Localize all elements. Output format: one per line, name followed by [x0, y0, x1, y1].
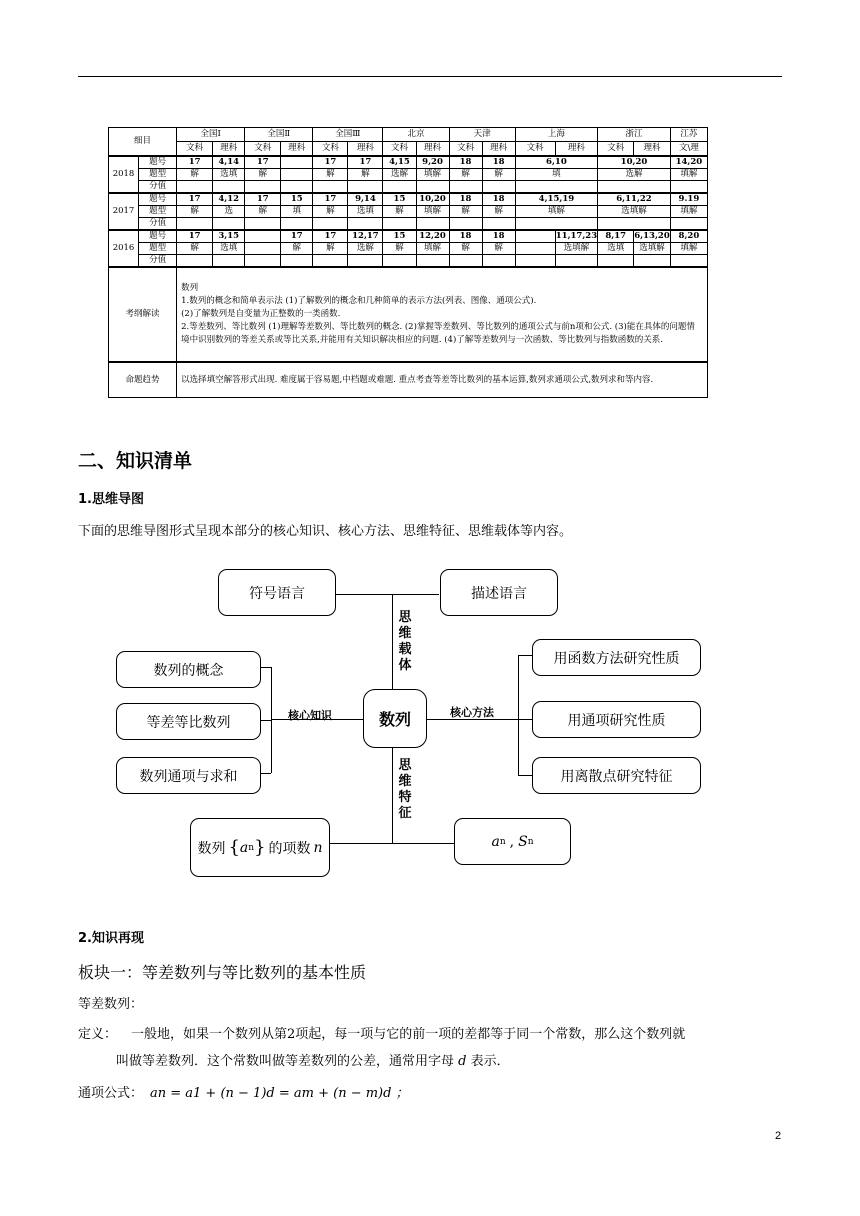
- table-cell: 17: [313, 156, 348, 169]
- th-region: 天津: [449, 128, 515, 142]
- table-cell: 4,14: [213, 156, 245, 169]
- table-cell: [245, 230, 281, 243]
- connector: [271, 667, 272, 773]
- table-cell: 18: [449, 230, 482, 243]
- th-region: 浙江: [598, 128, 671, 142]
- th-region: 上海: [515, 128, 598, 142]
- table-cell: 选解: [348, 243, 383, 255]
- table-cell: 解: [449, 206, 482, 218]
- an-symbol: a: [491, 833, 500, 850]
- node-left-item: 数列通项与求和: [116, 757, 261, 794]
- table-cell: 解: [177, 169, 213, 181]
- table-cell: 17: [313, 230, 348, 243]
- th-track: 理科: [634, 142, 671, 157]
- table-cell: 解: [449, 243, 482, 255]
- table-cell: 15: [281, 193, 313, 206]
- table-cell: 15: [383, 230, 416, 243]
- table-cell: 4,12: [213, 193, 245, 206]
- connector: [335, 594, 439, 595]
- table-cell: 3,15: [213, 230, 245, 243]
- table-cell: 填解: [670, 169, 707, 181]
- table-cell: 17: [177, 230, 213, 243]
- table-cell: 填解: [416, 206, 449, 218]
- th-region: 全国Ⅰ: [177, 128, 245, 142]
- subsection-knowledge: 2.知识再现: [78, 931, 144, 946]
- table-cell: 6,13,20: [634, 231, 670, 242]
- sn-symbol: S: [518, 833, 528, 850]
- sn-subscript: n: [527, 836, 534, 847]
- table-cell: 填解: [416, 169, 449, 181]
- label-core-knowledge: 核心知识: [288, 709, 332, 722]
- table-cell: 填: [515, 169, 598, 181]
- mtqs-label: 命题趋势: [109, 362, 177, 398]
- table-cell: 填解: [670, 206, 707, 218]
- table-cell: 解: [177, 243, 213, 255]
- row-label: 题型: [139, 206, 177, 218]
- table-cell: 填解: [670, 243, 707, 255]
- row-label: 分值: [139, 181, 177, 194]
- table-cell: [245, 243, 281, 255]
- connector: [392, 748, 393, 843]
- header-rule: [78, 76, 782, 77]
- table-cell: 12,20: [416, 230, 449, 243]
- th-track: 理科: [281, 142, 313, 157]
- table-cell: 8,20: [670, 230, 707, 243]
- connector: [261, 667, 271, 668]
- table-cell: 选填解: [555, 243, 597, 255]
- connector: [518, 719, 532, 720]
- row-label: 题号: [139, 156, 177, 169]
- node-left-item: 数列的概念: [116, 651, 261, 688]
- table-cell: 18: [449, 193, 482, 206]
- table-cell: 18: [482, 193, 515, 206]
- table-cell: 选填解: [634, 243, 671, 255]
- table-cell: 解: [449, 169, 482, 181]
- table-cell: 15: [383, 193, 416, 206]
- subsection-mindmap: 1.思维导图: [78, 492, 144, 507]
- def-label: 定义：: [78, 1027, 118, 1042]
- table-cell: 17: [313, 193, 348, 206]
- table-cell: 填解: [416, 243, 449, 255]
- row-label: 题型: [139, 169, 177, 181]
- th-track: 理科: [555, 142, 597, 157]
- table-cell: 6,10: [515, 156, 598, 169]
- table-cell: 解: [482, 243, 515, 255]
- table-cell: 解: [313, 206, 348, 218]
- node-symbol-language: 符号语言: [218, 569, 336, 616]
- kgjd-line: 1.数列的概念和简单表示法 (1)了解数列的概念和几种简单的表示方法(列表、图像、通项公式).: [181, 296, 537, 306]
- formula: an = a1 + (n − 1)d = am + (n − m)d ；: [150, 1086, 409, 1101]
- table-cell: 选填: [598, 243, 634, 255]
- kgjd-line: (2)了解数列是自变量为正整数的一类函数.: [181, 309, 341, 319]
- block-title: 板块一：等差数列与等比数列的基本性质: [78, 963, 367, 982]
- seq-symbol: a: [239, 839, 249, 856]
- year-cell: 2018: [109, 156, 139, 193]
- table-cell: 17: [245, 193, 281, 206]
- connector: [392, 594, 393, 689]
- table-cell: 选解: [598, 169, 671, 181]
- th-track: 文科: [449, 142, 482, 157]
- th-track: 理科: [348, 142, 383, 157]
- table-cell: 9.19: [670, 193, 707, 206]
- table-cell: 解: [245, 206, 281, 218]
- def-text: 表示．: [470, 1054, 510, 1069]
- table-cell: 解: [482, 169, 515, 181]
- th-track: 理科: [482, 142, 515, 157]
- node-right-item: 用函数方法研究性质: [532, 639, 701, 676]
- table-cell: 4,15,19: [515, 193, 598, 206]
- table-cell: 12,17: [348, 230, 383, 243]
- label-core-method: 核心方法: [450, 706, 494, 719]
- connector: [261, 720, 271, 721]
- table-cell: 18: [449, 156, 482, 169]
- th-track: 文科: [598, 142, 634, 157]
- node-right-item: 用离散点研究特征: [532, 757, 701, 794]
- table-cell: 10,20: [416, 193, 449, 206]
- table-cell: 17: [245, 156, 281, 169]
- connector: [261, 773, 271, 774]
- exam-table: [108, 127, 708, 398]
- row-label: 题型: [139, 243, 177, 255]
- th-track: 文科: [515, 142, 555, 157]
- node-right-item: 用通项研究性质: [532, 701, 701, 738]
- table-cell: 解: [313, 243, 348, 255]
- term-text: 数列: [197, 840, 226, 857]
- mtqs-content: 以选择填空解答形式出现. 难度属于容易题,中档题或难题. 重点考查等差等比数列的基本运算,数列求通项公式,数列求和等内容.: [177, 362, 708, 398]
- th-track: 文科: [383, 142, 416, 157]
- th-track: 理科: [213, 142, 245, 157]
- connector: [330, 843, 454, 844]
- th-track: 文科: [245, 142, 281, 157]
- def-line: 一般地，如果一个数列从第2项起，每一项与它的前一项的差都等于同一个常数，那么这个数列就: [131, 1027, 686, 1042]
- table-cell: 解: [383, 206, 416, 218]
- an-subscript: n: [499, 836, 506, 847]
- row-label: 题号: [139, 193, 177, 206]
- node-an-sn: a n , S n: [454, 818, 571, 865]
- table-cell: 18: [482, 156, 515, 169]
- kgjd-line: 2.等差数列、等比数列 (1)理解等差数列、等比数列的概念. (2)掌握等差数列、等比数列的通项公式与前n项和公式. (3)能在具体的问题情境中识别数列的等差关系或等比关系,并能用有关知识解决相应的问题. (4)了解等差数列与一次函数、等比数列与指数函数的关系.: [181, 322, 695, 345]
- table-cell: 解: [281, 243, 313, 255]
- connector: [518, 655, 519, 775]
- def-line: [116, 1050, 510, 1069]
- connector: [518, 655, 532, 656]
- table-cell: 10,20: [598, 156, 671, 169]
- formula-label: 通项公式：: [78, 1086, 144, 1101]
- th-region: 全国Ⅲ: [313, 128, 383, 142]
- table-cell: [515, 230, 555, 243]
- th-region: 江苏: [670, 128, 707, 142]
- table-cell: 选填解: [598, 206, 671, 218]
- kgjd-line: 数列: [181, 283, 199, 293]
- table-cell: 9,20: [416, 156, 449, 169]
- table-cell: 填解: [515, 206, 598, 218]
- label-thinking-carrier: 思维载体: [398, 610, 412, 673]
- table-cell: 18: [482, 230, 515, 243]
- seq-subscript: n: [248, 842, 255, 853]
- table-cell: 解: [383, 243, 416, 255]
- page-number: 2: [775, 1130, 782, 1142]
- table-cell: 解: [482, 206, 515, 218]
- table-cell: 11,17,23: [555, 231, 598, 242]
- table-cell: 14,20: [670, 156, 707, 169]
- table-cell: 17: [177, 193, 213, 206]
- node-description-language: 描述语言: [440, 569, 558, 616]
- table-cell: 选填: [213, 169, 245, 181]
- table-cell: 8,17: [598, 230, 634, 243]
- th-track: 理科: [416, 142, 449, 157]
- th-track: 文科: [177, 142, 213, 157]
- table-cell: 9,14: [348, 193, 383, 206]
- table-cell: [281, 156, 313, 169]
- row-label: 分值: [139, 255, 177, 268]
- brace-icon: {: [228, 837, 240, 858]
- n-symbol: n: [313, 839, 323, 856]
- year-cell: 2017: [109, 193, 139, 230]
- th-region: 北京: [383, 128, 449, 142]
- table-cell: 选解: [383, 169, 416, 181]
- term-text: 的项数: [268, 840, 311, 857]
- table-cell: 解: [177, 206, 213, 218]
- table-cell: 选填: [213, 243, 245, 255]
- th-track: 文科: [313, 142, 348, 157]
- th-track: 文\理: [670, 142, 707, 157]
- table-cell: 6,11,22: [598, 193, 671, 206]
- table-cell: 17: [177, 156, 213, 169]
- row-label: 题号: [139, 230, 177, 243]
- table-cell: 解: [245, 169, 281, 181]
- node-left-item: 等差等比数列: [116, 703, 261, 740]
- table-cell: 4,15: [383, 156, 416, 169]
- table-cell: 解: [313, 169, 348, 181]
- table-cell: 选: [213, 206, 245, 218]
- intro-text: 下面的思维导图形式呈现本部分的核心知识、核心方法、思维特征、思维载体等内容。: [78, 524, 573, 539]
- node-term-count: [190, 818, 330, 877]
- node-center: 数列: [363, 689, 427, 748]
- row-label: 分值: [139, 218, 177, 231]
- table-cell: 17: [281, 230, 313, 243]
- kgjd-label: 考纲解读: [109, 267, 177, 362]
- label-thinking-feature: 思维特征: [398, 758, 412, 821]
- arith-heading: 等差数列：: [78, 997, 144, 1012]
- def-text: 叫做等差数列．这个常数叫做等差数列的公差，通常用字母: [116, 1054, 455, 1069]
- table-cell: 选填: [348, 206, 383, 218]
- connector: [518, 775, 532, 776]
- th-region: 全国Ⅱ: [245, 128, 313, 142]
- section-title: 二、知识清单: [78, 450, 193, 472]
- year-cell: 2016: [109, 230, 139, 267]
- table-cell: [515, 243, 555, 255]
- kgjd-content: [177, 267, 708, 362]
- brace-icon: }: [254, 837, 266, 858]
- d-symbol: d: [458, 1054, 467, 1069]
- table-cell: [281, 169, 313, 181]
- table-cell: 填: [281, 206, 313, 218]
- th-item: 细目: [109, 128, 177, 157]
- table-cell: 解: [348, 169, 383, 181]
- table-cell: 17: [348, 156, 383, 169]
